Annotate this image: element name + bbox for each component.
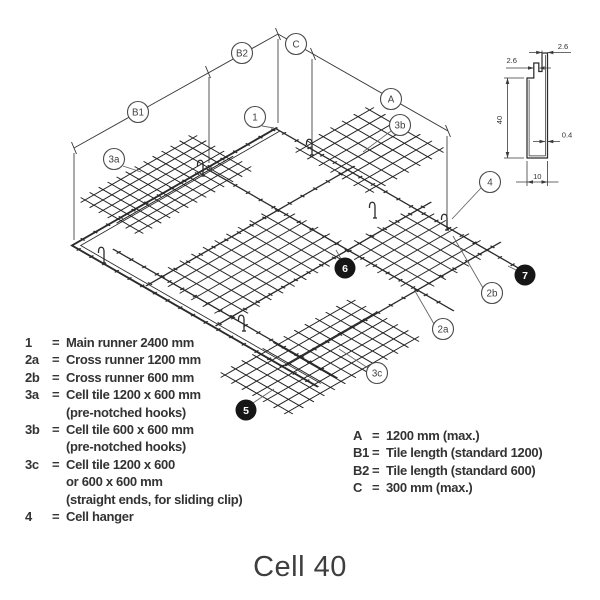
callout-1 bbox=[245, 107, 266, 128]
legend-text: 1200 mm (max.) bbox=[386, 428, 480, 443]
legend-row bbox=[25, 351, 242, 368]
legend-id: C bbox=[353, 480, 363, 496]
legend-eq: = bbox=[52, 509, 60, 525]
legend-id: 3c bbox=[25, 456, 39, 472]
legend-id: 2b bbox=[25, 369, 40, 385]
legend-text: Tile length (standard 1200) bbox=[386, 445, 543, 461]
dim-B2-label: B2 bbox=[236, 48, 248, 60]
detail-dim-lip-right: 2.6 bbox=[557, 42, 569, 51]
legend-row bbox=[25, 456, 242, 473]
legend-id bbox=[25, 438, 52, 455]
legend-eq: = bbox=[52, 422, 60, 438]
callout-3a bbox=[104, 149, 125, 170]
cell-tile-center-mesh bbox=[151, 204, 358, 323]
legend-text: Cell tile 1200 x 600 mm bbox=[66, 387, 201, 403]
cell-tile-right-mesh bbox=[337, 204, 497, 296]
callout-4-label: 4 bbox=[487, 177, 493, 189]
legend-row bbox=[25, 473, 242, 490]
legend-text: Cross runner 1200 mm bbox=[66, 352, 201, 368]
legend-text: (pre-notched hooks) bbox=[66, 439, 186, 455]
legend-dimensions bbox=[353, 427, 542, 497]
dim-B1-label: B1 bbox=[132, 107, 144, 119]
legend-eq: = bbox=[52, 369, 60, 385]
legend-eq bbox=[52, 473, 66, 490]
page-title: Cell 40 bbox=[253, 551, 347, 583]
legend-row bbox=[25, 386, 242, 403]
legend-id: 4 bbox=[25, 509, 32, 525]
legend-eq: = bbox=[52, 387, 60, 403]
callout-2a-label: 2a bbox=[437, 324, 449, 336]
detail-dimension-lines bbox=[504, 51, 571, 187]
legend-row bbox=[353, 479, 542, 496]
cell-tile-3c-mesh bbox=[216, 298, 423, 417]
detail-dim-thickness: 0.4 bbox=[561, 130, 573, 140]
profile-inner-walls bbox=[529, 55, 545, 156]
legend-id: 3b bbox=[25, 422, 40, 438]
callout-3a-label: 3a bbox=[108, 154, 120, 166]
legend-eq: = bbox=[372, 445, 380, 461]
callout-2b bbox=[482, 283, 503, 304]
legend-text: Cell hanger bbox=[66, 509, 134, 525]
dim-C-label: C bbox=[292, 39, 300, 51]
detail-dim-width: 10 bbox=[533, 172, 542, 181]
legend-eq: = bbox=[52, 456, 60, 472]
callout-4 bbox=[480, 172, 501, 193]
dim-circle-A bbox=[381, 89, 402, 110]
marker-5-label: 5 bbox=[243, 405, 249, 417]
legend-id: B2 bbox=[353, 462, 370, 478]
legend-eq bbox=[52, 438, 66, 455]
legend-id: 3a bbox=[25, 387, 39, 403]
cell-tile-3a-mesh bbox=[76, 133, 255, 236]
legend-id: 2a bbox=[25, 352, 39, 368]
legend-text: Cell tile 1200 x 600 bbox=[66, 456, 175, 472]
dim-circle-B2 bbox=[232, 43, 253, 64]
legend-row bbox=[25, 404, 242, 421]
legend-eq: = bbox=[372, 462, 380, 478]
legend-eq bbox=[52, 404, 66, 421]
callout-3b bbox=[390, 115, 411, 136]
legend-text: 300 mm (max.) bbox=[386, 480, 473, 496]
cell-tile-3b-mesh bbox=[291, 105, 448, 195]
callout-1-label: 1 bbox=[252, 112, 258, 124]
marker-7-label: 7 bbox=[522, 270, 528, 282]
legend-text: Cell tile 600 x 600 mm bbox=[66, 422, 194, 438]
dim-A-label: A bbox=[387, 94, 395, 106]
legend-id: 1 bbox=[25, 335, 32, 350]
extension-lines bbox=[74, 39, 447, 240]
legend-row bbox=[25, 369, 242, 386]
callout-3c-label: 3c bbox=[371, 368, 383, 380]
legend-id: A bbox=[353, 428, 363, 443]
legend-text: or 600 x 600 mm bbox=[66, 474, 163, 490]
legend-row bbox=[353, 427, 542, 444]
legend-eq: = bbox=[372, 428, 380, 443]
callout-3b-label: 3b bbox=[394, 120, 406, 132]
dim-circle-C bbox=[286, 34, 307, 55]
legend-text: Cross runner 600 mm bbox=[66, 369, 194, 385]
legend-row bbox=[25, 438, 242, 455]
callout-circles bbox=[104, 34, 503, 384]
legend-eq: = bbox=[52, 335, 60, 350]
callout-2a bbox=[433, 319, 454, 340]
legend-text: Main runner 2400 mm bbox=[66, 335, 194, 350]
dim-circle-B1 bbox=[128, 102, 149, 123]
legend-row bbox=[25, 421, 242, 438]
legend-eq: = bbox=[372, 480, 380, 496]
marker-6-label: 6 bbox=[342, 263, 348, 275]
legend-text: Tile length (standard 600) bbox=[386, 462, 536, 478]
legend-id bbox=[25, 491, 52, 508]
legend-id bbox=[25, 473, 52, 490]
detail-dim-height: 40 bbox=[495, 115, 504, 125]
step-markers bbox=[236, 258, 536, 421]
legend-row bbox=[25, 508, 242, 525]
legend-eq: = bbox=[52, 352, 60, 368]
detail-arrowheads bbox=[506, 51, 554, 184]
detail-dim-lip-left: 2.6 bbox=[506, 56, 517, 65]
legend-eq bbox=[52, 491, 66, 508]
marker-6 bbox=[335, 258, 356, 279]
hanger-icon bbox=[370, 202, 378, 218]
legend-id: B1 bbox=[353, 445, 370, 461]
legend-text: (straight ends, for sliding clip) bbox=[66, 491, 243, 507]
marker-7 bbox=[515, 265, 536, 286]
legend-row bbox=[353, 462, 542, 479]
callout-3c bbox=[367, 363, 388, 384]
legend-text: (pre-notched hooks) bbox=[66, 404, 186, 420]
legend-id bbox=[25, 404, 52, 421]
legend-row bbox=[25, 491, 242, 508]
legend-row bbox=[25, 334, 242, 351]
profile-detail-drawing bbox=[495, 42, 572, 186]
callout-2b-label: 2b bbox=[486, 288, 498, 300]
legend-row bbox=[353, 444, 542, 461]
legend-parts bbox=[25, 334, 242, 525]
